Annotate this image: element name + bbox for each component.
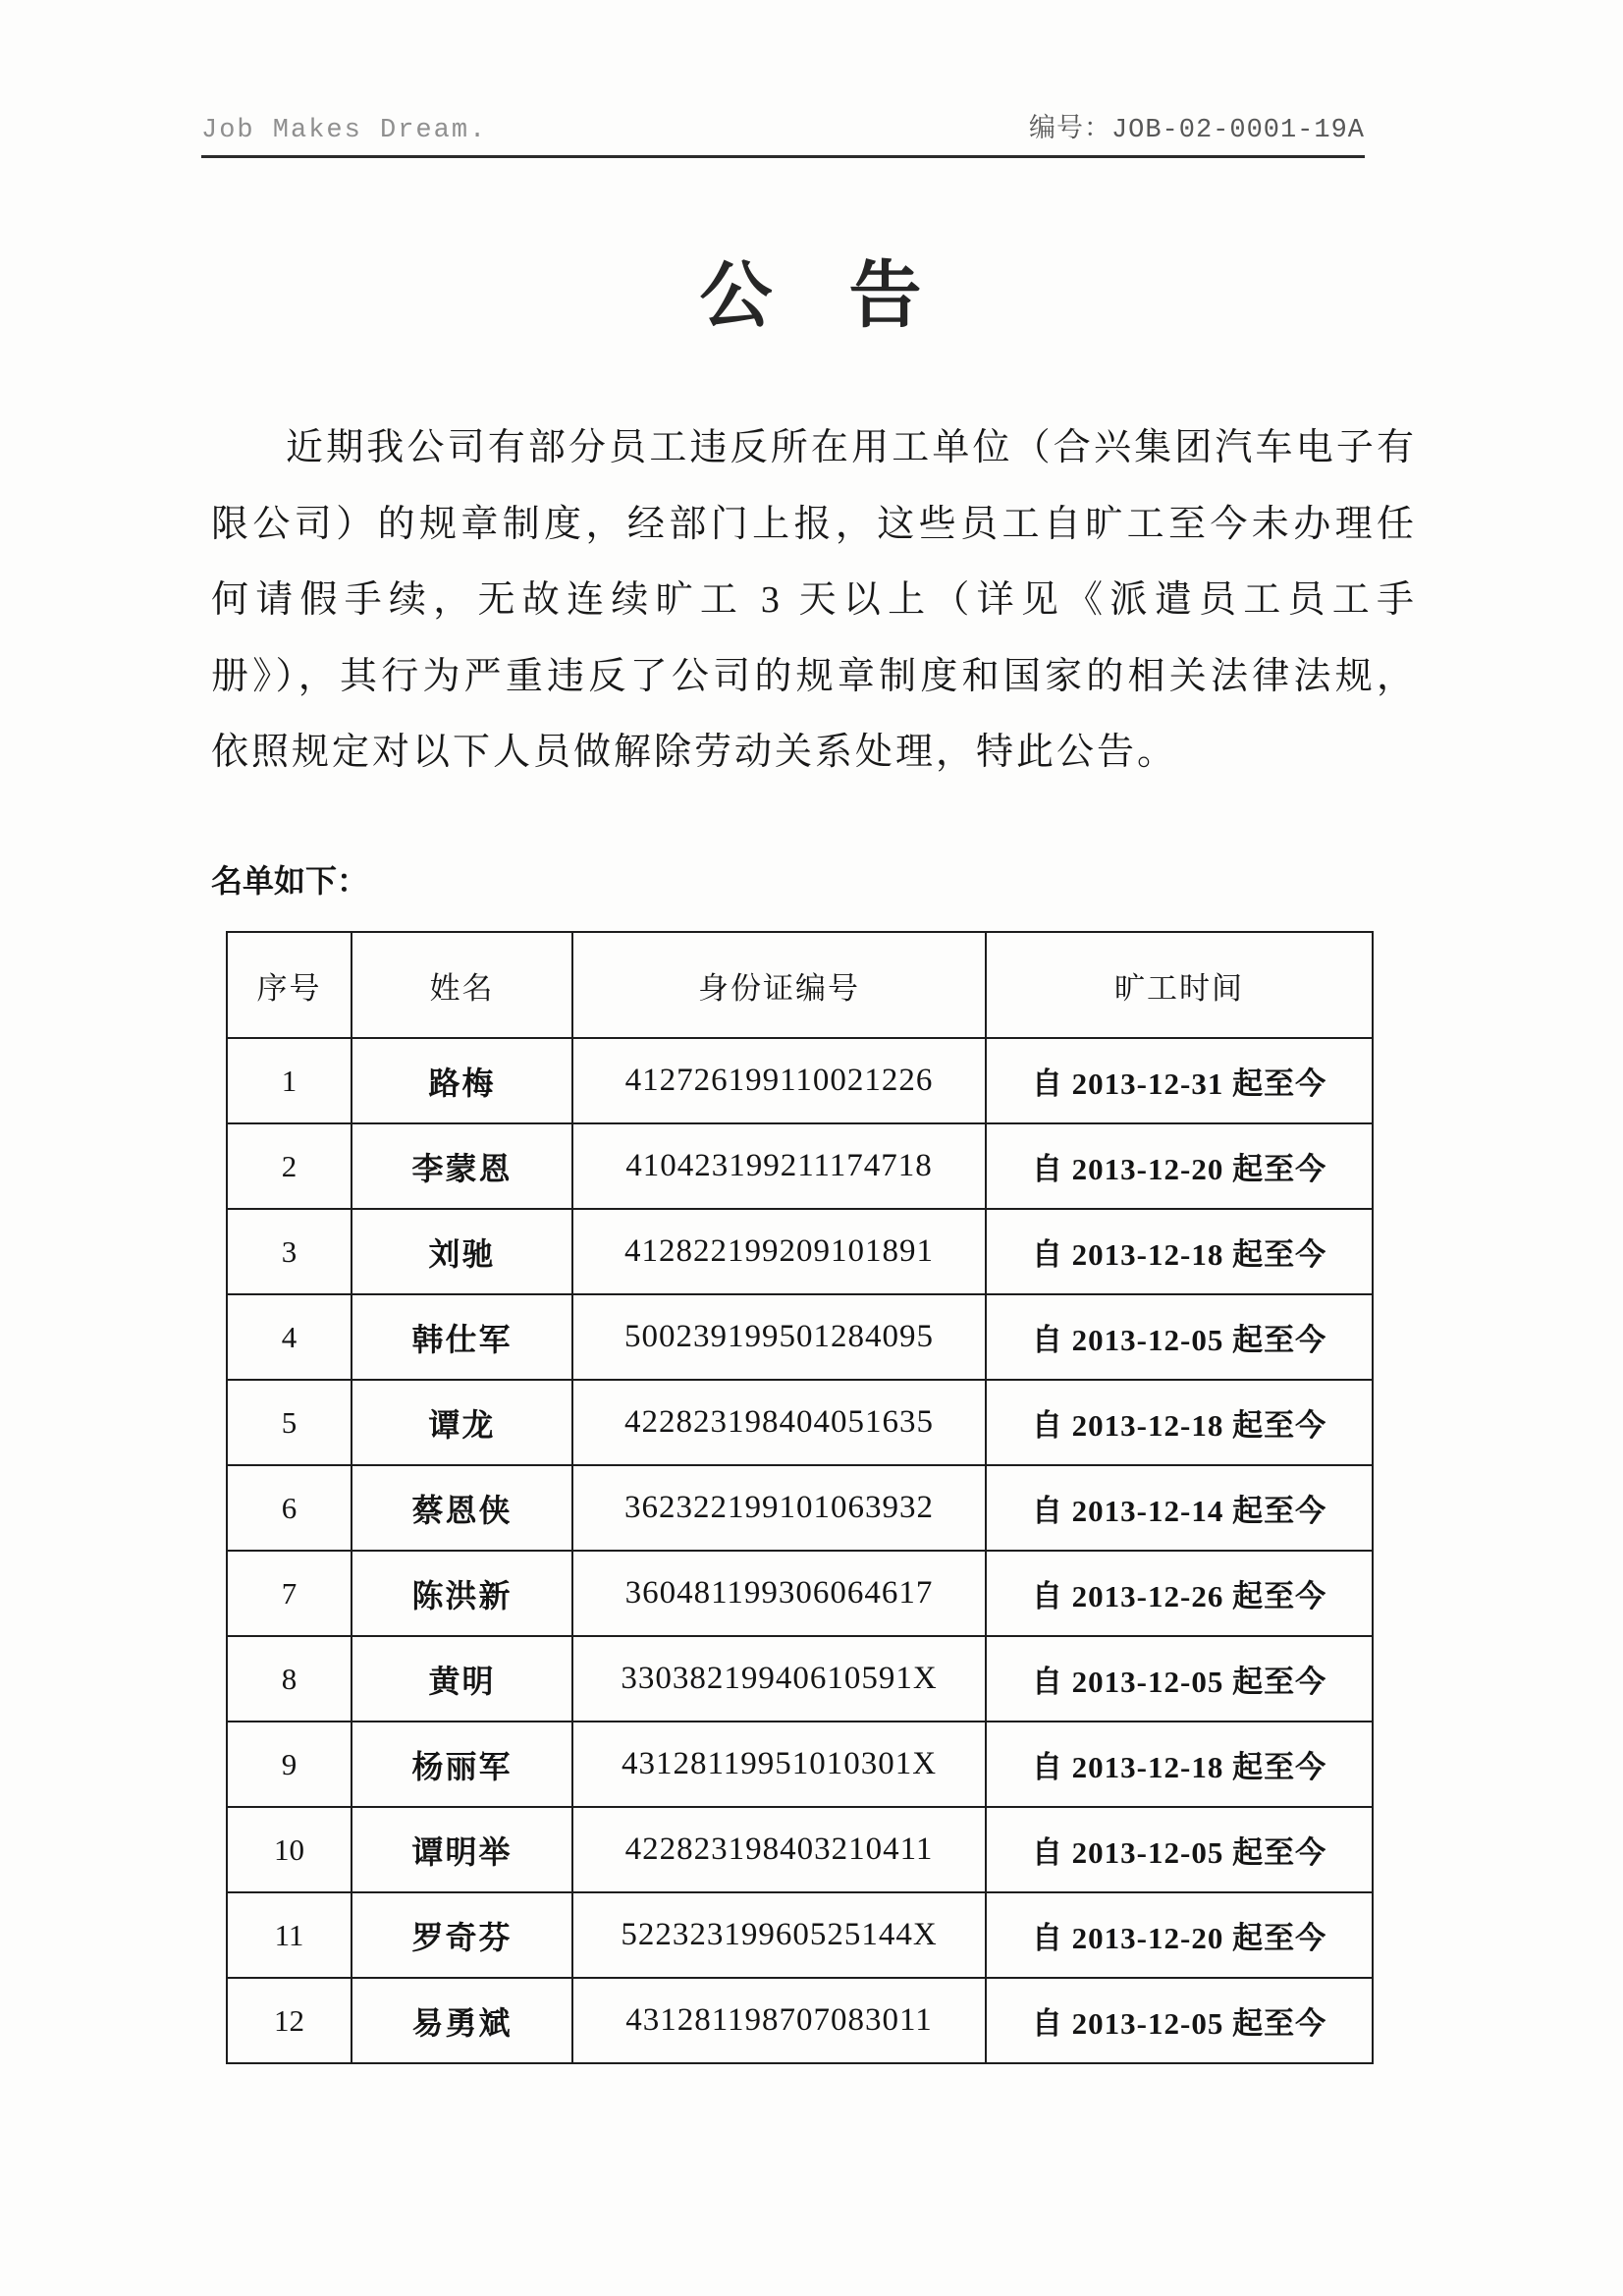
row-absence-period: 自 2013-12-31 起至今	[986, 1038, 1373, 1123]
table-row	[227, 1209, 1373, 1294]
column-header-id: 身份证编号	[572, 932, 986, 1038]
row-name: 路梅	[352, 1038, 572, 1123]
document-header	[201, 106, 1365, 158]
row-absence-period: 自 2013-12-26 起至今	[986, 1551, 1373, 1636]
row-id-number: 360481199306064617	[572, 1551, 986, 1636]
table-row	[227, 1465, 1373, 1551]
row-seq: 8	[227, 1636, 352, 1722]
row-id-number: 422823198404051635	[572, 1380, 986, 1465]
table-row	[227, 1978, 1373, 2063]
table-header	[227, 932, 1373, 1038]
row-absence-period: 自 2013-12-20 起至今	[986, 1123, 1373, 1209]
list-label: 名单如下：	[211, 863, 369, 899]
row-id-number: 412726199110021226	[572, 1038, 986, 1123]
row-absence-period: 自 2013-12-18 起至今	[986, 1209, 1373, 1294]
table-body	[227, 1038, 1373, 2063]
brand-slogan: Job Makes Dream.	[201, 116, 488, 145]
table-header-row	[227, 932, 1373, 1038]
row-seq: 5	[227, 1380, 352, 1465]
row-absence-period: 自 2013-12-05 起至今	[986, 1636, 1373, 1722]
row-seq: 10	[227, 1807, 352, 1892]
row-id-number: 52232319960525144X	[572, 1892, 986, 1978]
row-seq: 1	[227, 1038, 352, 1123]
row-name: 韩仕军	[352, 1294, 572, 1380]
row-name: 黄明	[352, 1636, 572, 1722]
row-name: 罗奇芬	[352, 1892, 572, 1978]
announcement-body: 近期我公司有部分员工违反所在用工单位（合兴集团汽车电子有限公司）的规章制度，经部门上报，这些员工自旷工至今未办理任何请假手续，无故连续旷工 3 天以上（详见《派遣员工员工手册》），其行为严重违反了公司的规章制度和国家的相关法律法规，依照规定对以下人员做解除劳动关系处理，特此公告。	[211, 427, 1417, 773]
row-name: 易勇斌	[352, 1978, 572, 2063]
row-id-number: 431281198707083011	[572, 1978, 986, 2063]
row-absence-period: 自 2013-12-14 起至今	[986, 1465, 1373, 1551]
row-name: 陈洪新	[352, 1551, 572, 1636]
row-seq: 6	[227, 1465, 352, 1551]
column-header-absence: 旷工时间	[986, 932, 1373, 1038]
row-seq: 12	[227, 1978, 352, 2063]
row-absence-period: 自 2013-12-05 起至今	[986, 1807, 1373, 1892]
row-seq: 3	[227, 1209, 352, 1294]
row-seq: 7	[227, 1551, 352, 1636]
table-row	[227, 1636, 1373, 1722]
row-name: 刘驰	[352, 1209, 572, 1294]
page-title: 公 告	[699, 256, 924, 337]
table-row	[227, 1038, 1373, 1123]
row-id-number: 500239199501284095	[572, 1294, 986, 1380]
row-absence-period: 自 2013-12-05 起至今	[986, 1294, 1373, 1380]
row-id-number: 33038219940610591X	[572, 1636, 986, 1722]
table-row	[227, 1807, 1373, 1892]
table-row	[227, 1551, 1373, 1636]
column-header-seq: 序号	[227, 932, 352, 1038]
row-seq: 11	[227, 1892, 352, 1978]
row-name: 谭龙	[352, 1380, 572, 1465]
row-absence-period: 自 2013-12-18 起至今	[986, 1380, 1373, 1465]
row-id-number: 422823198403210411	[572, 1807, 986, 1892]
document-number: 编号：JOB-02-0001-19A	[1028, 116, 1365, 145]
row-seq: 2	[227, 1123, 352, 1209]
row-name: 蔡恩侠	[352, 1465, 572, 1551]
table-row	[227, 1892, 1373, 1978]
row-seq: 9	[227, 1722, 352, 1807]
row-absence-period: 自 2013-12-20 起至今	[986, 1892, 1373, 1978]
table-row	[227, 1294, 1373, 1380]
row-name: 谭明举	[352, 1807, 572, 1892]
row-absence-period: 自 2013-12-18 起至今	[986, 1722, 1373, 1807]
dismissal-roster-table	[226, 931, 1374, 2064]
row-seq: 4	[227, 1294, 352, 1380]
row-id-number: 43128119951010301X	[572, 1722, 986, 1807]
table-row	[227, 1380, 1373, 1465]
column-header-name: 姓名	[352, 932, 572, 1038]
row-id-number: 412822199209101891	[572, 1209, 986, 1294]
table-row	[227, 1123, 1373, 1209]
row-id-number: 410423199211174718	[572, 1123, 986, 1209]
row-absence-period: 自 2013-12-05 起至今	[986, 1978, 1373, 2063]
row-name: 李蒙恩	[352, 1123, 572, 1209]
table-row	[227, 1722, 1373, 1807]
row-name: 杨丽军	[352, 1722, 572, 1807]
row-id-number: 362322199101063932	[572, 1465, 986, 1551]
